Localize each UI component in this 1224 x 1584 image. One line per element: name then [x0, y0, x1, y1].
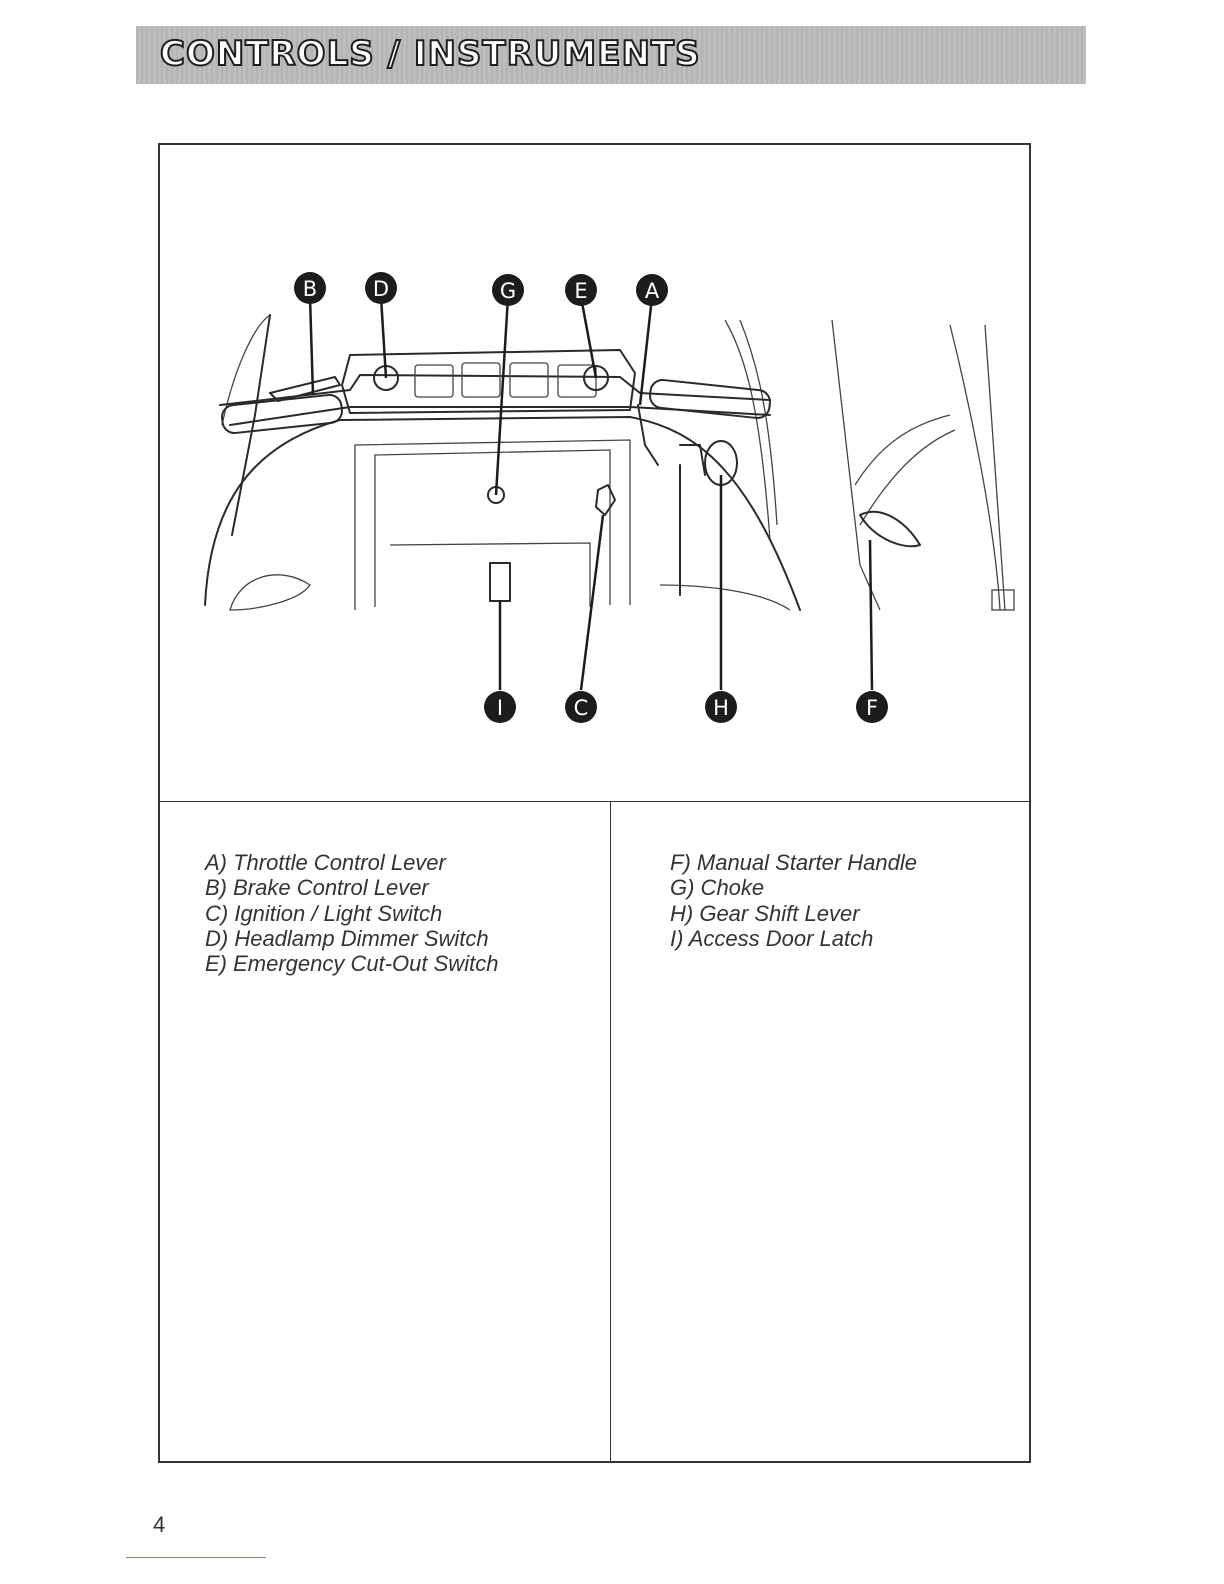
legend-divider-horizontal [160, 801, 1029, 802]
legend-left [205, 850, 498, 976]
svg-text:H: H [713, 696, 729, 720]
legend-item: F) Manual Starter Handle [670, 850, 917, 875]
callout-a [636, 274, 668, 306]
side-view [832, 320, 880, 610]
svg-text:G: G [499, 279, 517, 303]
legend-item: D) Headlamp Dimmer Switch [205, 925, 489, 951]
footer-rule [126, 1557, 266, 1558]
handlebar [220, 375, 770, 405]
page-number: 4 [153, 1512, 166, 1537]
legend-item: G) Choke [670, 875, 765, 901]
legend-item: C) Ignition / Light Switch [205, 900, 443, 926]
svg-text:I: I [496, 696, 504, 720]
windshield-right [725, 320, 770, 540]
access-latch [490, 563, 510, 601]
callout-g [492, 274, 524, 306]
legend-item: B) Brake Control Lever [205, 875, 429, 901]
throttle-lever [638, 405, 658, 465]
svg-text:D: D [372, 277, 390, 301]
legend-item: I) Access Door Latch [670, 925, 874, 951]
svg-text:E: E [574, 279, 588, 303]
legend-right [670, 850, 917, 951]
callout-h [705, 691, 737, 723]
svg-text:A: A [644, 279, 660, 303]
callout-f [856, 691, 888, 723]
callout-e [565, 274, 597, 306]
legend-item: H) Gear Shift Lever [670, 900, 860, 926]
svg-text:C: C [573, 696, 589, 720]
figure-frame [158, 143, 1031, 1463]
callout-b [294, 272, 326, 304]
side-wheel [230, 575, 310, 610]
snowmobile-controls-illustration [160, 145, 1029, 801]
windshield-left [222, 315, 270, 425]
legend-item: A) Throttle Control Lever [205, 850, 446, 875]
callout-i [484, 691, 516, 723]
callout-d [365, 272, 397, 304]
callout-c [565, 691, 597, 723]
legend-item: E) Emergency Cut-Out Switch [205, 951, 499, 977]
ignition-key [596, 485, 615, 515]
svg-text:F: F [865, 696, 879, 720]
svg-text:B: B [302, 277, 318, 301]
legend-divider-vertical [610, 801, 611, 1461]
page-title: CONTROLS / INSTRUMENTS [160, 34, 701, 74]
